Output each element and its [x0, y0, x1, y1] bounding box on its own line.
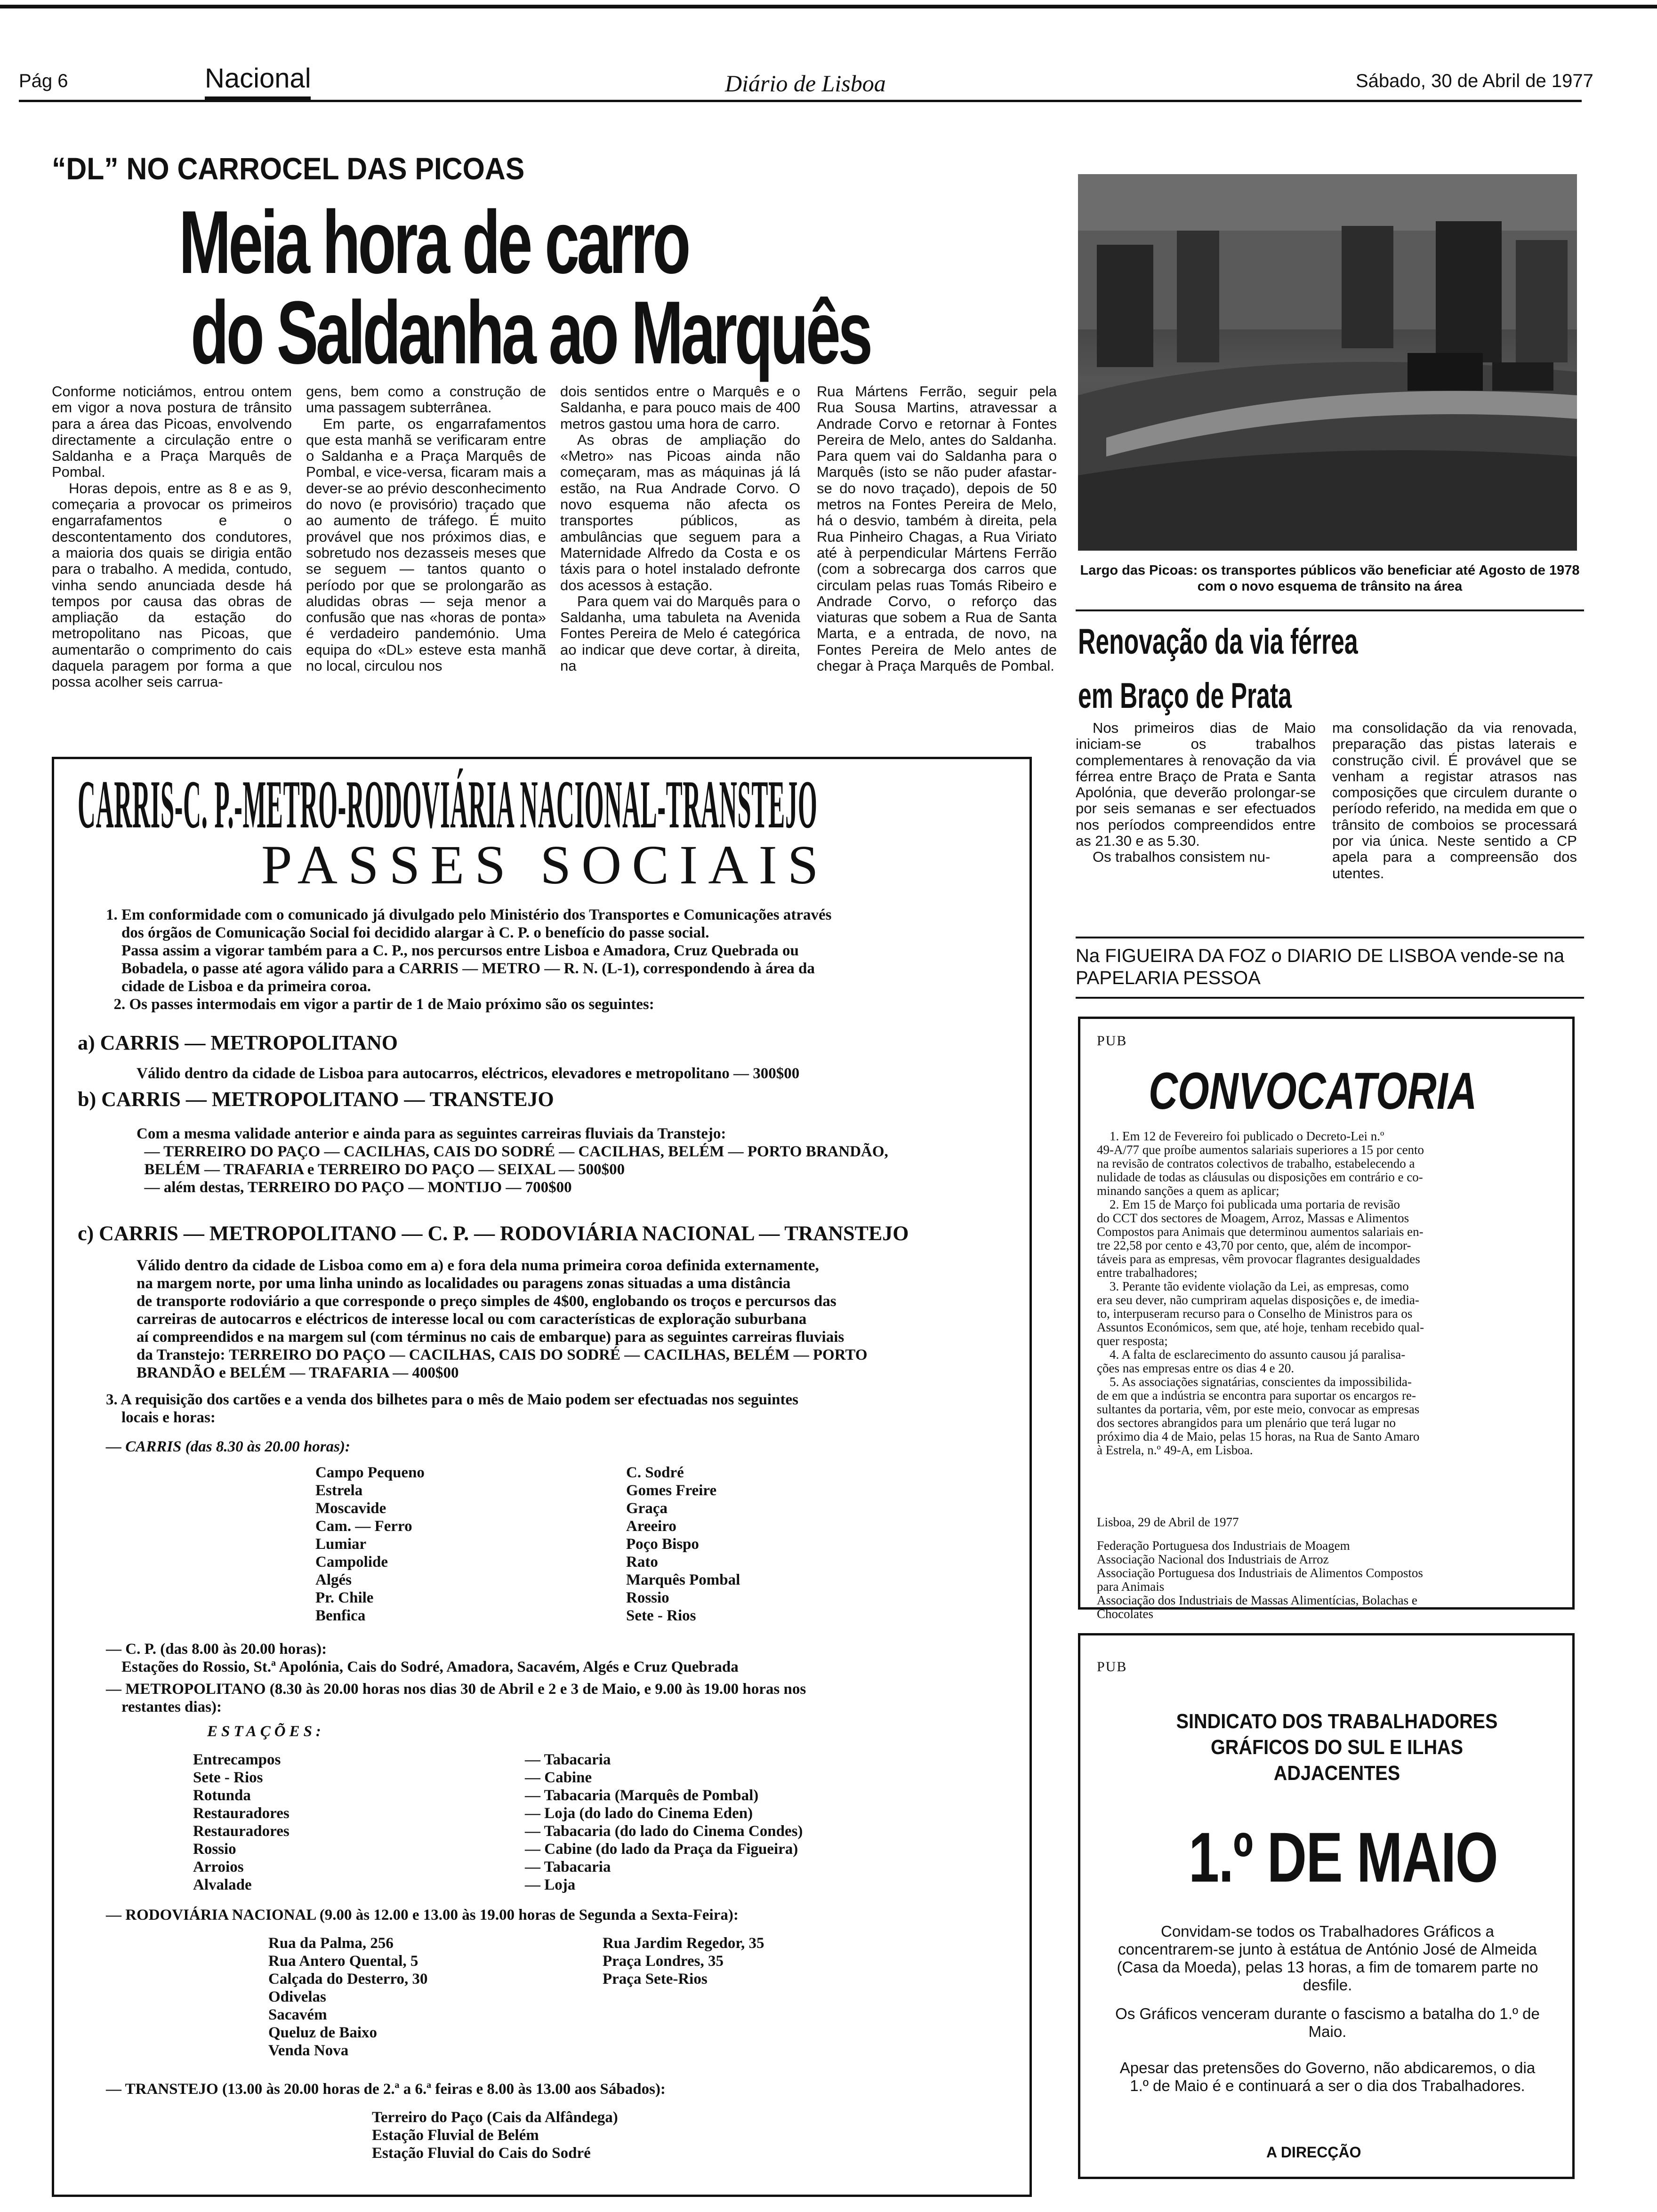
- ferrea-paragraph: Nos primeiros dias de Maio iniciam-se os trabalhos complementares à renovação da via férrea entre Braço de Prata e Santa Apolónia, que deverão prolongar-se por seis semanas e ser efectuados nos períodos compreendidos entre as 21.30 e as 5.30.: [1076, 720, 1316, 850]
- station-point: — Loja (do lado do Cinema Eden): [525, 1805, 753, 1822]
- ferrea-rule: [1076, 937, 1584, 938]
- location: Pr. Chile: [315, 1589, 374, 1606]
- passes-c-text: Válido dentro da cidade de Lisboa como em a) e fora dela numa primeira coroa definida externamente, na margem norte, por uma linha unindo as localidades ou paragens zonas situadas a uma distância de transporte rodoviário a que corresponde o preço simples de 4$00, englobando os troços e percursos das carreiras de autocarros e eléctricos de interesse local ou com características de exploração suburbana aí compreendidos e na margem sul (com términus no cais de embarque) para as seguintes carreiras fluviais da Transtejo: TERREIRO DO PAÇO — CACILHAS, CAIS DO SODRÉ — CACILHAS, BELÉM — PORTO BRANDÃO e BELÉM — TRAFARIA — 400$00: [137, 1257, 868, 1381]
- location: Lumiar: [315, 1536, 367, 1553]
- location: Algés: [315, 1571, 352, 1588]
- location: Marquês Pombal: [626, 1571, 740, 1588]
- article-kicker: “DL” NO CARROCEL DAS PICOAS: [52, 151, 525, 186]
- location: Cam. — Ferro: [315, 1518, 412, 1535]
- station: Sete - Rios: [193, 1769, 263, 1786]
- station: Rotunda: [193, 1787, 251, 1804]
- location: Calçada do Desterro, 30: [268, 1971, 428, 1988]
- article-paragraph: gens, bem como a construção de uma passagem subterrânea.: [306, 383, 546, 416]
- article-column-3: [560, 384, 800, 674]
- location: Odivelas: [268, 1988, 326, 2005]
- caption-rule: [1076, 609, 1584, 611]
- ferrea-headline-line1: Renovação da via férrea: [1078, 622, 1358, 662]
- article-paragraph: Horas depois, entre as 8 e as 9, começaria a provocar os primeiros engarrafamentos e o descontentamento dos condutores, a maioria dos quais se dirigia então para o trabalho. A medida, contudo, vinha sendo anunciada desde há tempos por causa das obras de ampliação da estação do metropolitano nas Picoas, que aumentarão o comprimento do cais daquela paragem por forma a que possa acolher seis carrua-: [52, 480, 292, 690]
- article-headline-line2: do Saldanha ao Marquês: [191, 283, 870, 383]
- photo-illustration: [1078, 174, 1577, 551]
- convocatoria-title: CONVOCATORIA: [1149, 1062, 1477, 1120]
- article-column-4: [817, 384, 1057, 674]
- station-point: — Cabine (do lado da Praça da Figueira): [525, 1841, 798, 1858]
- rn-locations-right: [603, 1934, 764, 1988]
- location: Benfica: [315, 1607, 366, 1624]
- article-column-2: [306, 384, 546, 674]
- carris-locations-left: [315, 1464, 425, 1625]
- article-paragraph: As obras de ampliação do «Metro» nas Picoas ainda não começaram, mas as máquinas já lá estão, na Rua Andrade Corvo. O novo esquema não afecta os transportes públicos, as ambulâncias que seguem para a Maternidade Alfredo da Costa e os táxis para o hotel instalado defronte dos acessos à estação.: [560, 431, 800, 593]
- metro-hours: — METROPOLITANO (8.30 às 20.00 horas nos dias 30 de Abril e 2 e 3 de Maio, e 9.00 às 19.00 horas nos restantes dias):: [106, 1681, 806, 1715]
- location: Sacavém: [268, 2006, 327, 2023]
- location: Rossio: [626, 1589, 669, 1606]
- ferrea-paragraph: Os trabalhos consistem nu-: [1093, 849, 1271, 866]
- location: Graça: [626, 1500, 668, 1517]
- transtejo-locations: [372, 2108, 618, 2162]
- pub-label: PUB: [1097, 1033, 1127, 1049]
- station-point: — Tabacaria (Marquês de Pombal): [525, 1787, 759, 1804]
- article-paragraph: dois sentidos entre o Marquês e o Saldanha, e para pouco mais de 400 metros gastou uma hora de carro.: [560, 383, 800, 432]
- station: Rossio: [193, 1841, 236, 1858]
- location: Rua Antero Quental, 5: [268, 1953, 418, 1970]
- figueira-notice: Na FIGUEIRA DA FOZ o DIARIO DE LISBOA vende-se na PAPELARIA PESSOA: [1076, 946, 1565, 988]
- location: C. Sodré: [626, 1464, 684, 1481]
- carris-hours: — CARRIS (das 8.30 às 20.00 horas):: [106, 1438, 350, 1455]
- station-point: — Loja: [525, 1876, 576, 1893]
- photo-caption: Largo das Picoas: os transportes públicos vão beneficiar até Agosto de 1978 com o novo esquema de trânsito na área: [1080, 563, 1580, 594]
- location: Campolide: [315, 1554, 388, 1571]
- estacoes-label: ESTAÇÕES:: [207, 1723, 325, 1740]
- station: Restauradores: [193, 1805, 290, 1822]
- sindicato-paragraph: Os Gráficos venceram durante o fascismo a batalha do 1.º de Maio.: [1115, 2005, 1540, 2040]
- passes-b-text: Com a mesma validade anterior e ainda para as seguintes carreiras fluviais da Transtejo: — TERREIRO DO PAÇO — CACILHAS, CAIS DO SODRÉ — CACILHAS, BELÉM — PORTO BRANDÃO, BELÉM — TRAFARIA e TERREIRO DO PAÇO — SEIXAL — 500$00 — além destas, TERREIRO DO PAÇO — MONTIJO — 700$00: [137, 1125, 888, 1196]
- pub-label: PUB: [1097, 1659, 1127, 1675]
- location: Terreiro do Paço (Cais da Alfândega): [372, 2109, 618, 2126]
- convocatoria-text: 1. Em 12 de Fevereiro foi publicado o Decreto-Lei n.º 49-A/77 que proíbe aumentos salariais superiores a 15 por cento na revisão de contratos colectivos de trabalho, estabelecendo a nulidade de todas as cláusulas ou disposições em contrário e co- minando sanções a quem as aplicar; 2. Em 15 de Março foi publicada uma portaria de revisão do CCT dos sectores de Moagem, Arroz, Massas e Alimentos Compostos para Animais que determinou aumentos salariais en- tre 22,58 por cento e 43,70 por cento, que, além de incompor- táveis para as empresas, vêm provocar flagrantes desigualdades entre trabalhadores; 3. Perante tão evidente violação da Lei, as empresas, como era seu dever, não cumpriram aquelas disposições e, de imedia- to, interpuseram recurso para o Conselho de Ministros para os Assuntos Económicos, sem que, até hoje, tenham recebido qual- quer resposta; 4. A falta de esclarecimento do assunto causou já paralisa- ções nas empresas entre os dias 4 e 20. 5. As associações signatárias, conscientes da impossibilida- de em que a indústria se encontra para suportar os encargos re- sultantes da portaria, vêm, por este meio, convocar as empresas dos sectores abrangidos para um plenário que terá lugar no próximo dia 4 de Maio, pelas 15 horas, na Rua de Santo Amaro à Estrela, n.º 49-A, em Lisboa.: [1097, 1129, 1424, 1457]
- location: Estrela: [315, 1482, 363, 1499]
- transtejo-hours: — TRANSTEJO (13.00 às 20.00 horas de 2.ª a 6.ª feiras e 8.00 às 13.00 aos Sábados):: [106, 2081, 666, 2098]
- sindicato-signature: A DIRECÇÃO: [1266, 2144, 1361, 2161]
- station: Restauradores: [193, 1823, 290, 1840]
- station-point: — Cabine: [525, 1769, 592, 1786]
- location: Estação Fluvial de Belém: [372, 2127, 539, 2144]
- masthead: Diário de Lisboa: [725, 70, 886, 96]
- location: Rua da Palma, 256: [268, 1935, 394, 1952]
- metro-stations-left: [193, 1751, 290, 1894]
- article-headline-line1: Meia hora de carro: [179, 192, 688, 292]
- page-number: Pág 6: [19, 71, 68, 91]
- article-paragraph: Conforme noticiámos, entrou ontem em vigor a nova postura de trânsito para a área das Picoas, envolvendo directamente a circulação entre o Saldanha e a Praça Marquês de Pombal.: [52, 383, 292, 481]
- location: Praça Sete-Rios: [603, 1971, 708, 1988]
- location: Areeiro: [626, 1518, 676, 1535]
- primeiro-de-maio-heading: 1.º DE MAIO: [1189, 1818, 1498, 1897]
- passes-title: PASSES SOCIAIS: [261, 834, 829, 896]
- convocatoria-date: Lisboa, 29 de Abril de 1977: [1097, 1515, 1239, 1529]
- station-point: — Tabacaria: [525, 1751, 611, 1768]
- article-column-1: [52, 384, 292, 690]
- header-rule-top: [0, 5, 1657, 8]
- location: Rato: [626, 1554, 658, 1571]
- cp-hours: — C. P. (das 8.00 às 20.00 horas): Estações do Rossio, St.ª Apolónia, Cais do Sodré, Amadora, Sacavém, Algés e Cruz Quebrada: [106, 1641, 739, 1675]
- article-paragraph: Rua Mártens Ferrão, seguir pela Rua Sousa Martins, atravessar a Andrade Corvo e retornar à Fontes Pereira de Melo, antes do Saldanha. Para quem vai do Saldanha para o Marquês (isto se não puder afastar-se do novo traçado), depois de 50 metros na Fontes Pereira de Melo, há o desvio, também à direita, pela Rua Pinheiro Chagas, a Rua Viriato até à perpendicular Mártens Ferrão (com a sobrecarga dos carros que circulam pelas ruas Tomás Ribeiro e Andrade Corvo, o reforço das viaturas que sobem a Rua de Santa Marta, e a entrada, de novo, na Fontes Pereira de Melo antes de chegar à Praça Marquês de Pombal.: [817, 383, 1057, 674]
- section-name: Nacional: [205, 63, 311, 94]
- sindicato-paragraph: Convidam-se todos os Trabalhadores Gráficos a concentrarem-se junto à estátua de António José de Almeida (Casa da Moeda), pelas 13 horas, a fim de tomarem parte no desfile.: [1117, 1923, 1538, 1994]
- passes-intro: 1. Em conformidade com o comunicado já divulgado pelo Ministério dos Transportes e Comunicações através dos órgãos de Comunicação Social foi decidido alargar à C. P. o benefício do passe social. Passa assim a vigorar também para a C. P., nos percursos entre Lisboa e Amadora, Cruz Quebrada ou Bobadela, o passe até agora válido para a CARRIS — METRO — R. N. (L-1), correspondendo à área da cidade de Lisboa e da primeira coroa. 2. Os passes intermodais em vigor a partir de 1 de Maio próximo são os seguintes:: [106, 906, 832, 1013]
- location: Campo Pequeno: [315, 1464, 425, 1481]
- location: Poço Bispo: [626, 1536, 699, 1553]
- location: Sete - Rios: [626, 1607, 696, 1624]
- dateline: Sábado, 30 de Abril de 1977: [1356, 71, 1593, 91]
- location: Queluz de Baixo: [268, 2024, 378, 2041]
- carris-locations-right: [626, 1464, 740, 1625]
- station-point: — Tabacaria: [525, 1859, 611, 1875]
- ferrea-column-2: [1332, 720, 1577, 882]
- passes-c-head: c) CARRIS — METROPOLITANO — C. P. — RODOVIÁRIA NACIONAL — TRANSTEJO: [78, 1222, 909, 1245]
- passes-banner: CARRIS-C. P.-METRO-RODOVIÁRIA NACIONAL-TRANSTEJO: [78, 766, 818, 842]
- ferrea-paragraph: ma consolidação da via renovada, preparação das pistas laterais e construção civil. É provável que se venham a registar atrasos nas composições que circulem durante o período referido, na medida em que o trânsito de comboios se processará por via única. Neste sentido a CP apela para a compreensão dos utentes.: [1332, 720, 1577, 882]
- location: Venda Nova: [268, 2042, 349, 2059]
- passes-point3: 3. A requisição dos cartões e a venda dos bilhetes para o mês de Maio podem ser efectuadas nos seguintes locais e horas:: [106, 1391, 798, 1426]
- station-point: — Tabacaria (do lado do Cinema Condes): [525, 1823, 803, 1840]
- metro-stations-right: [525, 1751, 803, 1894]
- convocatoria-signers: Federação Portuguesa dos Industriais de Moagem Associação Nacional dos Industriais de Arroz Associação Portuguesa dos Industriais de Alimentos Compostos para Animais Associação dos Industriais de Massas Alimentícias, Bolachas e Chocolates: [1097, 1539, 1423, 1621]
- sindicato-paragraph: Apesar das pretensões do Governo, não abdicaremos, o dia 1.º de Maio é e continuará a ser o dia dos Trabalhadores.: [1119, 2059, 1536, 2094]
- location: Rua Jardim Regedor, 35: [603, 1935, 764, 1952]
- rn-hours: — RODOVIÁRIA NACIONAL (9.00 às 12.00 e 13.00 às 19.00 horas de Segunda a Sexta-Feira):: [106, 1907, 739, 1923]
- sindicato-title: SINDICATO DOS TRABALHADORES GRÁFICOS DO SUL E ILHAS ADJACENTES: [1176, 1710, 1498, 1785]
- ferrea-column-1: [1076, 720, 1316, 866]
- station: Arroios: [193, 1859, 244, 1875]
- passes-a-text: Válido dentro da cidade de Lisboa para autocarros, eléctricos, elevadores e metropolitano — 300$00: [137, 1065, 800, 1082]
- article-paragraph: Em parte, os engarrafamentos que esta manhã se verificaram entre o Saldanha e a Praça Marquês de Pombal, e vice-versa, ficaram mais a dever-se ao prévio desconhecimento do novo (e provisório) traçado que ao aumento de tráfego. É muito provável que nos próximos dias, e sobretudo nos dezasseis meses que se seguem — tantos quanto o período por que se prolongarão as aludidas obras — seja menor a confusão que nas «horas de ponta» é verdadeiro pandemónio. Uma equipa do «DL» esteve esta manhã no local, circulou nos: [306, 415, 546, 674]
- location: Moscavide: [315, 1500, 386, 1517]
- location: Estação Fluvial do Cais do Sodré: [372, 2145, 591, 2162]
- passes-b-head: b) CARRIS — METROPOLITANO — TRANSTEJO: [78, 1088, 554, 1111]
- figueira-rule: [1076, 997, 1584, 999]
- station: Entrecampos: [193, 1751, 281, 1768]
- location: Praça Londres, 35: [603, 1953, 724, 1970]
- passes-a-head: a) CARRIS — METROPOLITANO: [78, 1031, 398, 1054]
- section-underline: [205, 96, 311, 102]
- photo-largo-das-picoas: [1078, 174, 1577, 551]
- article-paragraph: Para quem vai do Marquês para o Saldanha, uma tabuleta na Avenida Fontes Pereira de Melo é categórica ao indicar que deve cortar, à direita, na: [560, 593, 800, 674]
- ferrea-headline-line2: em Braço de Prata: [1078, 676, 1292, 716]
- station: Alvalade: [193, 1876, 252, 1893]
- location: Gomes Freire: [626, 1482, 717, 1499]
- rn-locations-left: [268, 1934, 428, 2060]
